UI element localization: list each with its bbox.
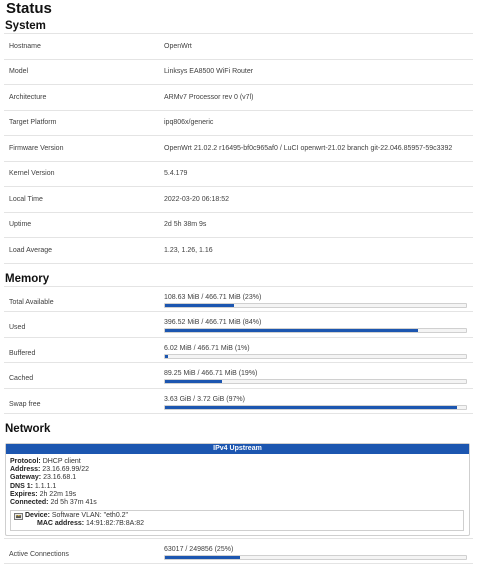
row-label: Load Average [9, 246, 53, 254]
memory-row-swap-free [4, 389, 473, 415]
progress-fill [165, 329, 418, 332]
row-label: Active Connections [9, 550, 69, 558]
memory-section-title: Memory [5, 272, 50, 285]
row-label: Swap free [9, 400, 41, 408]
progress-bar [164, 328, 467, 333]
row-value: OpenWrt 21.02.2 r16495-bf0c965af0 / LuCI openwrt-21.02 branch git-22.046.85957-59c3392 [164, 144, 453, 152]
row-label: Target Platform [9, 119, 57, 127]
row-label: Architecture [9, 93, 47, 101]
progress-bar [164, 379, 467, 384]
progress-text: 108.63 MiB / 466.71 MiB (23%) [164, 293, 262, 301]
system-row-load-average [4, 238, 473, 264]
ipv4-upstream-header: IPv4 Upstream [6, 444, 469, 454]
row-value [164, 338, 473, 359]
progress-fill [165, 304, 234, 307]
row-label: Used [9, 324, 26, 331]
row-label: Cached [9, 375, 34, 382]
row-value: 5.4.179 [164, 170, 188, 178]
row-value: OpenWrt [164, 42, 192, 50]
row-label: Hostname [9, 42, 41, 50]
row-value: ARMv7 Processor rev 0 (v7l) [164, 93, 254, 101]
ipv4-upstream-details [6, 454, 469, 535]
ipv4-upstream-card [5, 443, 470, 536]
memory-row-used [4, 312, 473, 338]
system-row-architecture [4, 85, 473, 111]
row-value [164, 287, 473, 308]
system-row-uptime [4, 213, 473, 239]
system-table [4, 33, 473, 264]
memory-row-buffered [4, 338, 473, 364]
active-connections-row [4, 539, 473, 564]
row-value [164, 389, 473, 410]
connected-field: Connected: 2d 5h 37m 41s [10, 499, 97, 507]
row-value: 2022-03-20 06:18:52 [164, 195, 229, 203]
progress-text: 89.25 MiB / 466.71 MiB (19%) [164, 370, 258, 377]
page-title: Status [6, 0, 52, 17]
progress-bar [164, 555, 467, 560]
device-box [10, 510, 464, 530]
connections-table [4, 538, 473, 564]
mac-address-field: MAC address: 14:91:82:7B:8A:82 [37, 520, 145, 528]
progress-text: 63017 / 249856 (25%) [164, 545, 234, 553]
row-label: Buffered [9, 349, 36, 357]
network-section-title: Network [5, 423, 51, 435]
progress-bar [164, 354, 467, 359]
progress-fill [165, 406, 457, 409]
row-value [164, 363, 473, 384]
memory-table [4, 286, 473, 415]
row-label: Uptime [9, 221, 32, 229]
row-value [164, 539, 473, 560]
progress-text: 6.02 MiB / 466.71 MiB (1%) [164, 344, 250, 352]
progress-fill [165, 380, 222, 383]
address-field: Address: 23.16.69.99/22 [10, 466, 90, 474]
ethernet-port-icon [14, 513, 23, 520]
system-row-model [4, 60, 473, 86]
row-value: 1.23, 1.26, 1.16 [164, 246, 213, 254]
system-row-firmware-version [4, 136, 473, 162]
device-field: Device: Software VLAN: "eth0.2" [25, 512, 129, 520]
dns-field: DNS 1: 1.1.1.1 [10, 482, 57, 490]
progress-text: 3.63 GiB / 3.72 GiB (97%) [164, 395, 245, 403]
memory-row-total-available [4, 287, 473, 313]
progress-fill [165, 355, 168, 358]
progress-fill [165, 556, 240, 559]
row-value: Linksys EA8500 WiFi Router [164, 68, 254, 76]
system-section-title: System [5, 20, 46, 32]
row-value [164, 312, 473, 333]
expires-field: Expires: 2h 22m 19s [10, 490, 77, 498]
system-row-local-time [4, 187, 473, 213]
row-label: Model [9, 68, 29, 76]
progress-bar [164, 405, 467, 410]
row-label: Firmware Version [9, 144, 64, 152]
row-value: 2d 5h 38m 9s [164, 221, 207, 229]
protocol-field: Protocol: DHCP client [10, 458, 81, 465]
row-label: Local Time [9, 195, 43, 203]
system-row-target-platform [4, 111, 473, 137]
progress-text: 396.52 MiB / 466.71 MiB (84%) [164, 319, 262, 326]
system-row-hostname [4, 34, 473, 60]
row-label: Kernel Version [9, 170, 55, 178]
row-value: ipq806x/generic [164, 119, 214, 127]
gateway-field: Gateway: 23.16.68.1 [10, 474, 77, 482]
system-row-kernel-version [4, 162, 473, 188]
progress-bar [164, 303, 467, 308]
memory-row-cached [4, 363, 473, 389]
row-label: Total Available [9, 298, 54, 306]
